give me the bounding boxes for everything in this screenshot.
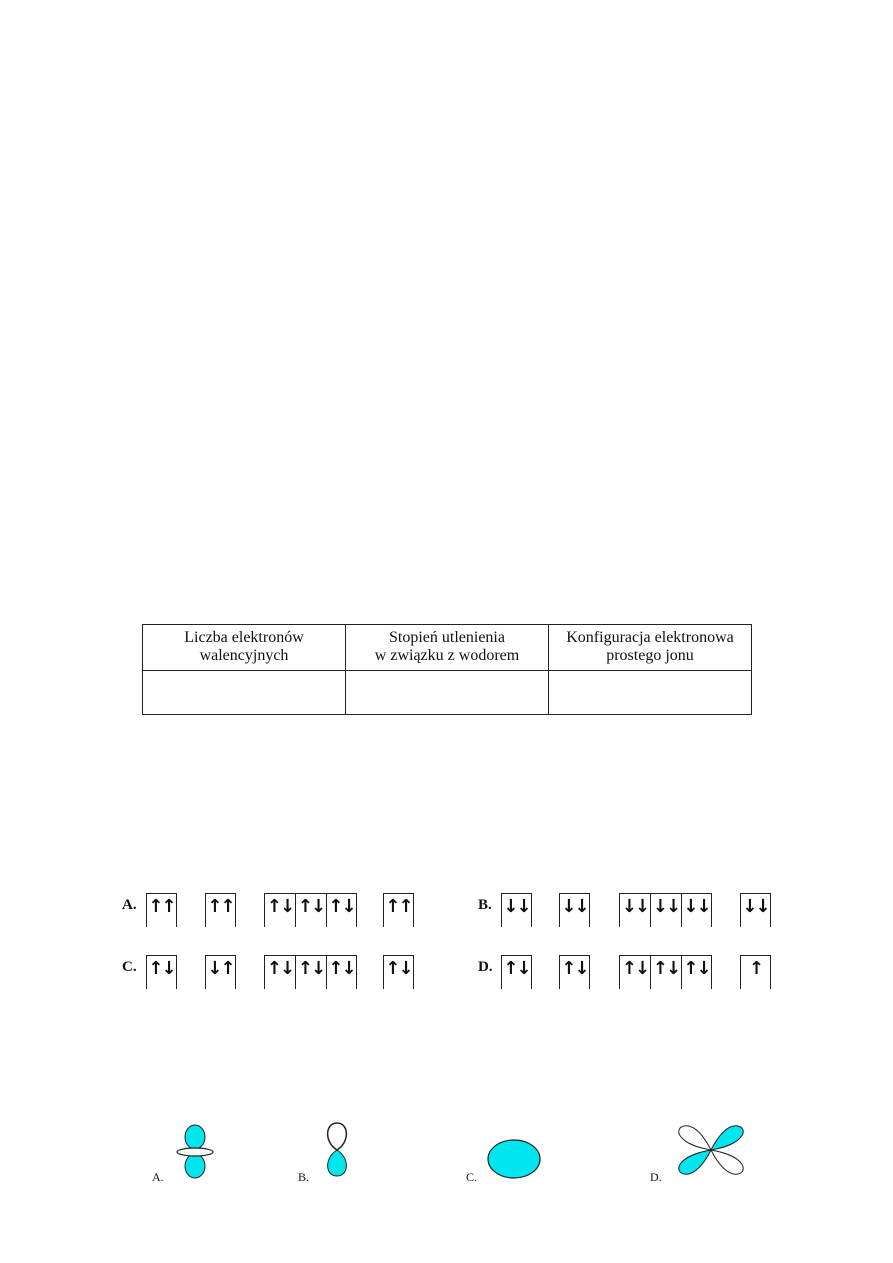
orbital-box-group bbox=[501, 893, 532, 927]
orbital-box bbox=[146, 955, 177, 989]
spin-arrows: ↑↓ bbox=[266, 958, 294, 979]
spin-arrows: ↓↓ bbox=[652, 896, 680, 917]
orbital-box bbox=[383, 893, 414, 927]
orbital-box bbox=[650, 893, 681, 927]
spin-arrows: ↑↑ bbox=[148, 896, 175, 917]
orbital-box-group bbox=[205, 955, 236, 989]
spin-arrows: ↓↓ bbox=[503, 896, 530, 917]
orbital-box-group bbox=[559, 893, 590, 927]
orbital-box-group bbox=[146, 955, 177, 989]
spin-arrows: ↓↓ bbox=[683, 896, 710, 917]
orbital-b-drawing[interactable] bbox=[320, 1120, 354, 1180]
orbital-box bbox=[681, 893, 712, 927]
orbital-box bbox=[681, 955, 712, 989]
orbital-box bbox=[205, 893, 236, 927]
orbital-label-a: A. bbox=[152, 1170, 164, 1184]
orbital-box-group bbox=[559, 955, 590, 989]
orbital-label-d: D. bbox=[650, 1170, 662, 1184]
header-ion-configuration bbox=[549, 625, 752, 671]
orbital-box-group bbox=[740, 893, 771, 927]
spin-arrows: ↑↓ bbox=[297, 958, 325, 979]
orbital-box-group bbox=[383, 955, 414, 989]
header-line: prostego jonu bbox=[606, 647, 694, 665]
orbital-a-drawing[interactable] bbox=[176, 1124, 216, 1180]
spin-arrows: ↑↓ bbox=[328, 958, 355, 979]
orbital-box bbox=[501, 955, 532, 989]
orbital-box bbox=[559, 955, 590, 989]
header-line: Konfiguracja elektronowa bbox=[566, 629, 734, 647]
orbital-box-group bbox=[619, 893, 712, 927]
option-label: C. bbox=[122, 959, 137, 975]
orbital-box bbox=[264, 955, 295, 989]
orbital-box-group bbox=[146, 893, 177, 927]
spin-arrows: ↑↑ bbox=[385, 896, 412, 917]
spin-arrows: ↑↓ bbox=[328, 896, 355, 917]
spin-arrows: ↓↓ bbox=[742, 896, 769, 917]
header-oxidation-state bbox=[346, 625, 549, 671]
orbital-box-group bbox=[619, 955, 712, 989]
orbital-box bbox=[383, 955, 414, 989]
orbital-box-group bbox=[264, 893, 357, 927]
orbital-box-group bbox=[383, 893, 414, 927]
orbital-label-c: C. bbox=[466, 1170, 478, 1184]
orbital-c-drawing[interactable] bbox=[486, 1138, 542, 1180]
answer-cell-oxidation[interactable] bbox=[346, 670, 549, 715]
spin-arrows: ↑↓ bbox=[652, 958, 680, 979]
orbital-box bbox=[326, 893, 357, 927]
orbital-box-group bbox=[501, 955, 532, 989]
orbital-box-group bbox=[740, 955, 771, 989]
header-line: w związku z wodorem bbox=[374, 647, 520, 665]
spin-arrows: ↑↓ bbox=[266, 896, 294, 917]
spin-arrows: ↑↓ bbox=[683, 958, 710, 979]
answer-cell-valence[interactable] bbox=[143, 670, 346, 715]
header-line: walencyjnych bbox=[199, 647, 289, 665]
answer-cell-configuration[interactable] bbox=[549, 670, 752, 715]
spin-arrows: ↑↑ bbox=[207, 896, 234, 917]
option-label: D. bbox=[478, 959, 493, 975]
orbital-box-group bbox=[264, 955, 357, 989]
header-valence-electrons bbox=[143, 625, 346, 671]
orbital-box-group bbox=[205, 893, 236, 927]
spin-arrows: ↓↑ bbox=[207, 958, 234, 979]
option-label: B. bbox=[478, 897, 492, 913]
spin-arrows: ↑↓ bbox=[148, 958, 175, 979]
orbital-box bbox=[295, 955, 326, 989]
orbital-box bbox=[740, 955, 771, 989]
orbital-box bbox=[650, 955, 681, 989]
spin-arrows: ↑↓ bbox=[297, 896, 325, 917]
orbital-d-drawing[interactable] bbox=[674, 1122, 748, 1178]
orbital-box bbox=[295, 893, 326, 927]
spin-arrows: ↑ bbox=[748, 958, 763, 979]
properties-table bbox=[142, 624, 752, 715]
orbital-box bbox=[501, 893, 532, 927]
spin-arrows: ↑↓ bbox=[621, 958, 649, 979]
spin-arrows: ↑↓ bbox=[503, 958, 530, 979]
orbital-box bbox=[146, 893, 177, 927]
orbital-box bbox=[205, 955, 236, 989]
orbital-box bbox=[619, 955, 650, 989]
orbital-box bbox=[740, 893, 771, 927]
orbital-box bbox=[326, 955, 357, 989]
header-line: Stopień utlenienia bbox=[389, 629, 505, 647]
orbital-label-b: B. bbox=[298, 1170, 310, 1184]
spin-arrows: ↑↓ bbox=[385, 958, 412, 979]
option-label: A. bbox=[122, 897, 137, 913]
orbital-box bbox=[619, 893, 650, 927]
orbital-box bbox=[559, 893, 590, 927]
spin-arrows: ↓↓ bbox=[621, 896, 649, 917]
spin-arrows: ↓↓ bbox=[561, 896, 588, 917]
orbital-box bbox=[264, 893, 295, 927]
header-line: Liczba elektronów bbox=[184, 629, 304, 647]
spin-arrows: ↑↓ bbox=[561, 958, 588, 979]
